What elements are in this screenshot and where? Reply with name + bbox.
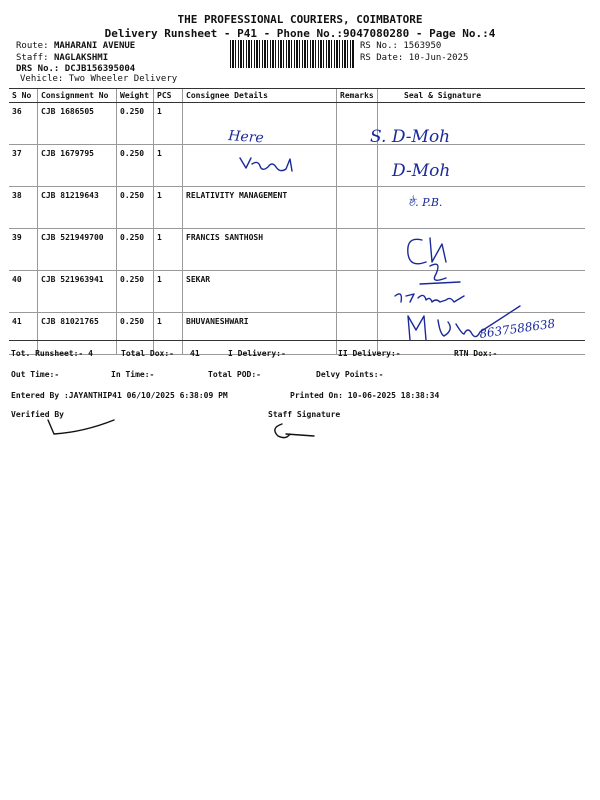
- cell-consignment: CJB 81021765: [38, 313, 117, 355]
- rs-no-value: 1563950: [403, 41, 442, 51]
- vehicle-label: Vehicle:: [20, 74, 64, 84]
- col-pcs: PCS: [154, 89, 183, 103]
- runsheet-subtitle: Delivery Runsheet - P41 - Phone No.:9047080280 - Page No.:4: [104, 27, 496, 40]
- out-time: Out Time:-: [11, 370, 60, 379]
- cell-pcs: 1: [154, 313, 183, 355]
- row40-seal-signature: [420, 264, 460, 284]
- verified-by-signature: [48, 420, 114, 434]
- drs-label: DRS No.:: [16, 64, 60, 74]
- cell-consignee: FRANCIS SANTHOSH: [183, 229, 337, 271]
- cell-consignment: CJB 1686505: [38, 103, 117, 145]
- ii-delivery: II Delivery:-: [338, 349, 401, 358]
- entered-by: Entered By :JAYANTHIP41 06/10/2025 6:38:09 PM: [11, 391, 228, 400]
- col-consignee: Consignee Details: [183, 89, 337, 103]
- cell-consignee: RELATIVITY MANAGEMENT: [183, 187, 337, 229]
- route-value: MAHARANI AVENUE: [53, 41, 136, 51]
- row37-seal-signature: D-Moh: [392, 161, 451, 181]
- total-dox-value: 41: [190, 349, 200, 358]
- verified-by: Verified By: [11, 410, 64, 419]
- cell-weight: 0.250: [117, 145, 154, 187]
- row36-consignee-handwriting: Here: [227, 128, 265, 147]
- cell-sno: 39: [9, 229, 38, 271]
- rs-date-value: 10-Jun-2025: [408, 53, 469, 63]
- rtn-dox: RTN Dox:-: [454, 349, 498, 358]
- cell-sno: 40: [9, 271, 38, 313]
- tot-runsheet: Tot. Runsheet:- 4: [11, 349, 93, 358]
- rs-no-label: RS No.:: [360, 41, 398, 51]
- cell-pcs: 1: [154, 271, 183, 313]
- cell-consignment: CJB 1679795: [38, 145, 117, 187]
- row40-scribble: [395, 294, 464, 302]
- total-pod: Total POD:-: [208, 370, 261, 379]
- cell-weight: 0.250: [117, 103, 154, 145]
- i-delivery: I Delivery:-: [228, 349, 286, 358]
- cell-pcs: 1: [154, 187, 183, 229]
- cell-consignment: CJB 521949700: [38, 229, 117, 271]
- cell-sno: 41: [9, 313, 38, 355]
- in-time: In Time:-: [111, 370, 155, 379]
- cell-pcs: 1: [154, 145, 183, 187]
- col-sno: S No: [9, 89, 38, 103]
- cell-weight: 0.250: [117, 313, 154, 355]
- col-remarks: Remarks: [337, 89, 378, 103]
- cell-consignment: CJB 521963941: [38, 271, 117, 313]
- staff-value: NAGLAKSHMI: [53, 53, 109, 63]
- cell-sno: 37: [9, 145, 38, 187]
- cell-sno: 36: [9, 103, 38, 145]
- route-label: Route:: [16, 41, 49, 51]
- cell-weight: 0.250: [117, 229, 154, 271]
- staff-signature-mark: [275, 424, 314, 438]
- cell-sno: 38: [9, 187, 38, 229]
- cell-weight: 0.250: [117, 187, 154, 229]
- rs-date-label: RS Date:: [360, 53, 404, 63]
- cell-weight: 0.250: [117, 271, 154, 313]
- col-seal: Seal & Signature: [378, 89, 586, 103]
- row38-seal-initials: ষ্ঠ. P.B.: [408, 196, 443, 209]
- drs-value: DCJB156395004: [64, 64, 136, 74]
- cell-pcs: 1: [154, 229, 183, 271]
- staff-signature-label: Staff Signature: [268, 410, 341, 419]
- cell-consignee: BHUVANESHWARI: [183, 313, 337, 355]
- row39-seal-signature: [408, 238, 446, 264]
- cell-consignment: CJB 81219643: [38, 187, 117, 229]
- cell-pcs: 1: [154, 103, 183, 145]
- delvy-points: Delvy Points:-: [316, 370, 384, 379]
- total-dox-label: Total Dox:-: [121, 349, 174, 358]
- vehicle-value: Two Wheeler Delivery: [68, 74, 178, 84]
- col-consignment: Consignment No: [38, 89, 117, 103]
- col-weight: Weight: [117, 89, 154, 103]
- company-title: THE PROFESSIONAL COURIERS, COIMBATORE: [177, 13, 423, 26]
- row41-phone-handwriting: 8637588638: [478, 316, 557, 341]
- printed-on: Printed On: 10-06-2025 18:38:34: [290, 391, 440, 400]
- staff-label: Staff:: [16, 53, 49, 63]
- cell-consignee: SEKAR: [183, 271, 337, 313]
- row36-seal-signature: S. D-Moh: [370, 127, 451, 147]
- row37-consignee-signature: [240, 158, 292, 171]
